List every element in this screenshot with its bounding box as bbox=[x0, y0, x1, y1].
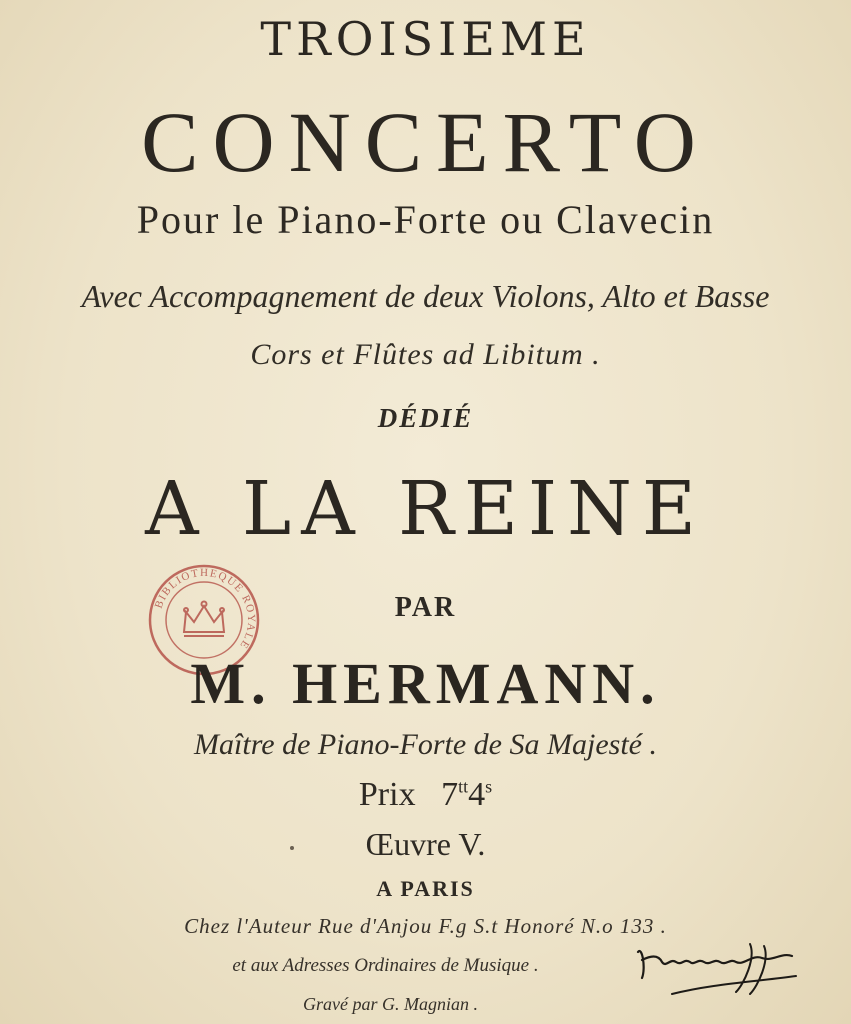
opus-number: Œuvre V. bbox=[365, 826, 486, 862]
engraver-line: Gravé par G. Magnian . bbox=[303, 994, 478, 1014]
price-unit1: tt bbox=[458, 776, 469, 797]
by-label: PAR bbox=[394, 592, 457, 623]
composer-title: Maître de Piano-Forte de Sa Majesté . bbox=[194, 728, 657, 761]
dedicatee-heading: A LA REINE bbox=[145, 466, 706, 552]
composer-name: M. HERMANN. bbox=[190, 651, 661, 716]
genre-heading: CONCERTO bbox=[141, 94, 710, 190]
ink-dot bbox=[290, 846, 294, 850]
price-value2: 4 bbox=[468, 776, 486, 813]
price-value: 7 bbox=[441, 776, 459, 813]
price-line bbox=[0, 776, 851, 814]
dedication-label: DÉDIÉ bbox=[377, 403, 474, 433]
price-label: Prix bbox=[358, 776, 416, 813]
price-unit2: s bbox=[485, 776, 493, 797]
handwritten-signature bbox=[632, 938, 802, 1008]
optional-parts-line: Cors et Flûtes ad Libitum . bbox=[250, 338, 601, 371]
place-line: A PARIS bbox=[376, 876, 475, 901]
stamp-text: BIBLIOTHEQUE ROYALE bbox=[152, 566, 258, 652]
address-line: Chez l'Auteur Rue d'Anjou F.g S.t Honoré N.o 133 . bbox=[184, 914, 667, 938]
ordinal-heading: TROISIEME bbox=[260, 12, 591, 66]
accompaniment-line: Avec Accompagnement de deux Violons, Alto et Basse bbox=[81, 278, 770, 314]
instrumentation-line: Pour le Piano-Forte ou Clavecin bbox=[136, 197, 715, 242]
other-addresses-line: et aux Adresses Ordinaires de Musique . bbox=[232, 955, 539, 976]
